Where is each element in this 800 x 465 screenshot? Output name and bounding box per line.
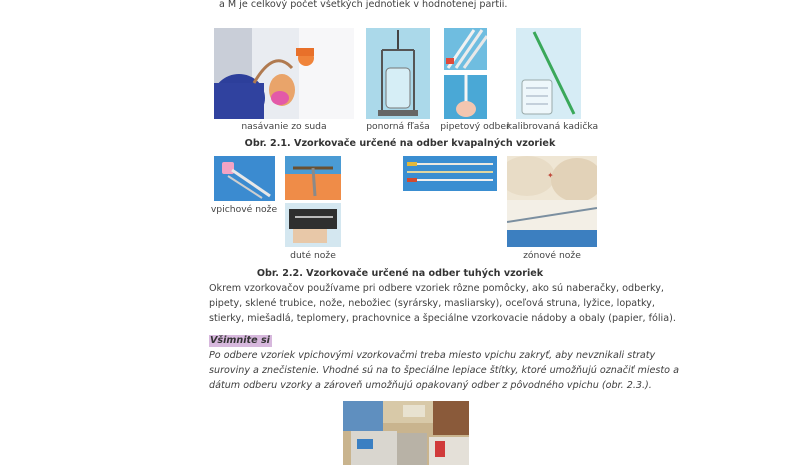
caption-piercing-knives: vpichové nože	[210, 204, 278, 215]
photo-sample-labels	[343, 401, 469, 465]
photo-barrel-suction	[214, 28, 354, 119]
caption-barrel-suction: nasávanie zo suda	[241, 121, 327, 132]
photo-hollow-knife-top	[285, 156, 341, 200]
svg-text:✦: ✦	[547, 171, 554, 180]
note-heading: Všimnite si	[210, 335, 270, 346]
body-line: stierky, miešadlá, teplomery, prachovnice a špeciálne vzorkovacie nádoby a obaly (papier, fólia).	[209, 313, 676, 324]
photo-zone-knife	[507, 156, 597, 247]
photo-immersion-bottle	[366, 28, 430, 119]
figure-title-liquid-samplers: Obr. 2.1. Vzorkovače určené na odber kvapalných vzoriek	[244, 138, 556, 149]
note-line: suroviny a znečistenie. Vhodné sú na to špeciálne lepiace štítky, ktoré umožňujú označiť miesto a	[209, 365, 679, 376]
figure-title-solid-samplers: Obr. 2.2. Vzorkovače určené na odber tuhých vzoriek	[256, 268, 544, 279]
photo-pipette-hand	[444, 75, 487, 119]
caption-calibrated-beaker: kalibrovaná kadička	[506, 121, 599, 132]
photo-pipettes-top	[444, 28, 487, 70]
note-line: Po odbere vzoriek vpichovými vzorkovačmi treba miesto vpichu zakryť, aby nevznikali straty	[209, 350, 656, 361]
note-body	[209, 348, 679, 393]
caption-immersion-bottle: ponorná fľaša	[366, 121, 430, 132]
body-line: Okrem vzorkovačov používame pri odbere vzoriek rôzne pomôcky, ako sú naberačky, odberky,	[209, 283, 664, 294]
caption-pipette-sampling: pipetový odber	[440, 121, 510, 132]
body-paragraph	[209, 281, 676, 326]
caption-hollow-knives: duté nože	[290, 250, 336, 261]
intro-line: a M je celkový počet všetkých jednotiek v hodnotenej partii.	[219, 0, 508, 10]
photo-piercing-knife	[214, 156, 275, 201]
photo-long-probes	[403, 156, 497, 191]
note-line: dátum odberu vzorky a zároveň umožňujú opakovaný odber z pôvodného vpichu (obr. 2.3.).	[209, 380, 652, 391]
caption-zone-knives: zónové nože	[523, 250, 581, 261]
photo-calibrated-beaker	[516, 28, 581, 119]
body-line: pipety, sklené trubice, nože, nebožiec (syrársky, masliarsky), oceľová struna, lyžice, lopatky,	[209, 298, 655, 309]
photo-hollow-knife-bottom	[285, 203, 341, 247]
